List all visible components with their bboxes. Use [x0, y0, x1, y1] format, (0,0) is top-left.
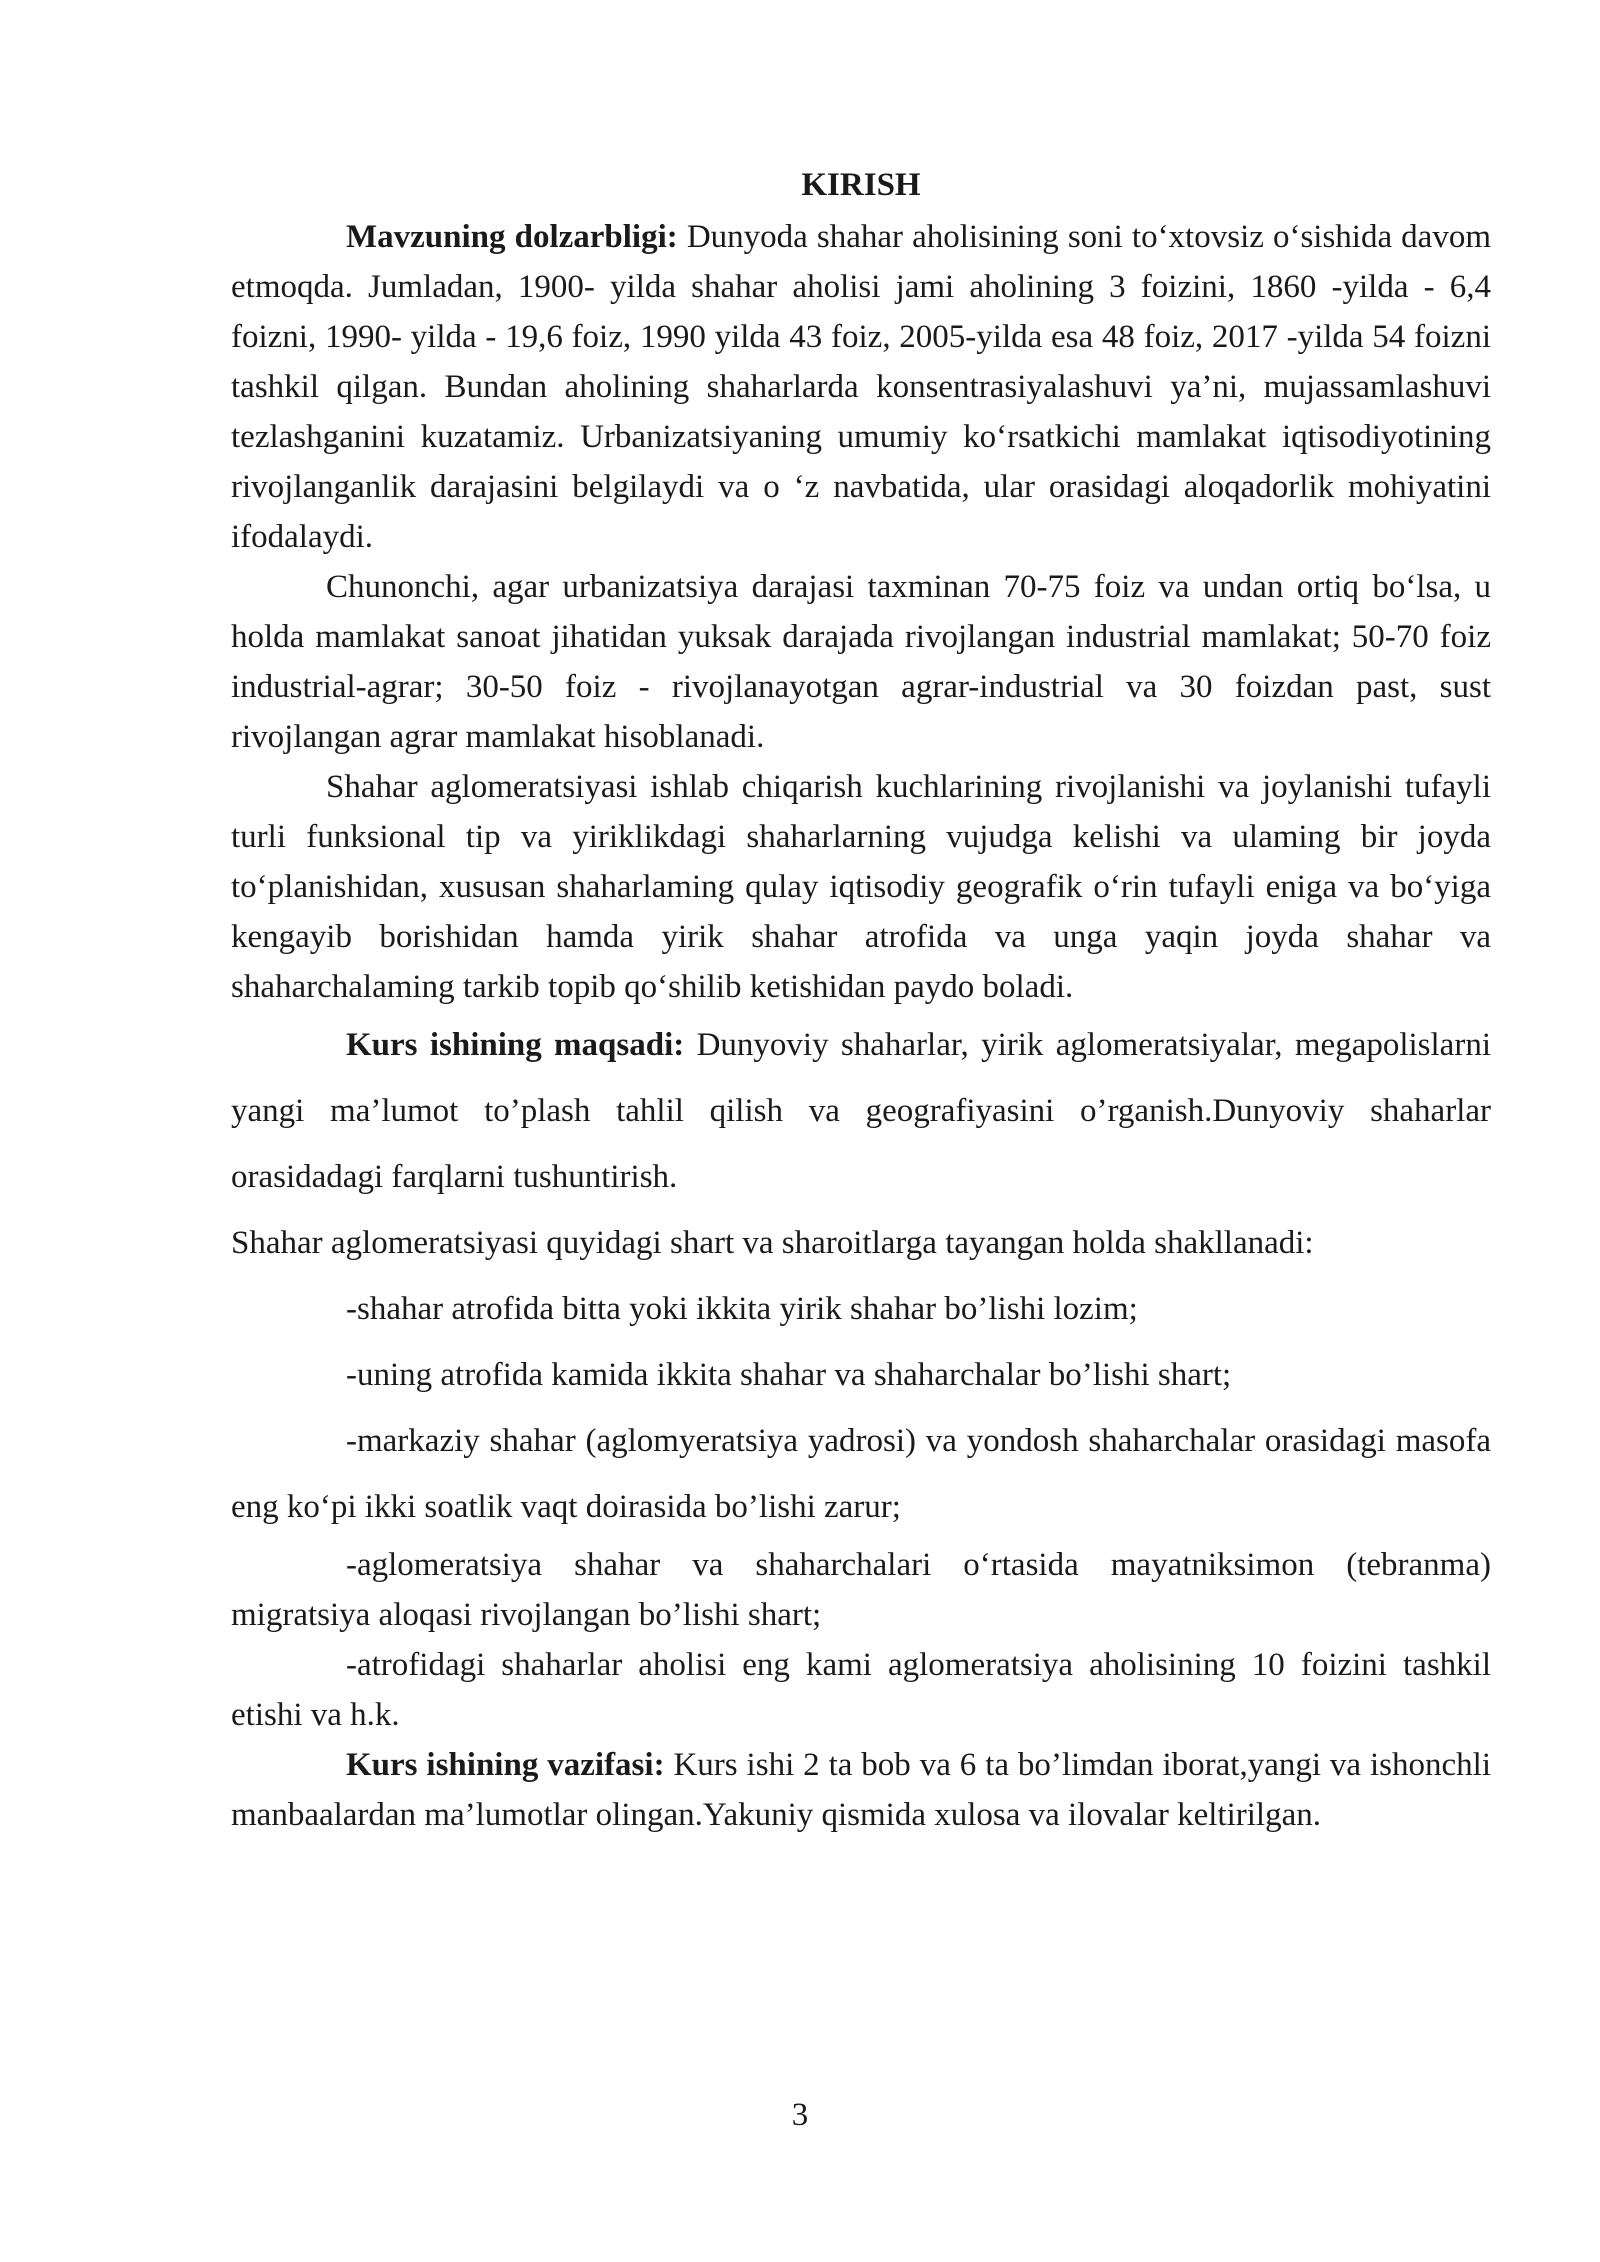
paragraph-goal: [231, 1012, 1491, 1210]
tasks-text: Kurs ishi 2 ta bob va 6 ta bo’limdan iborat,yangi va ishonchli manbaalardan ma’lumotlar olingan.Yakuniy qismida xulosa va ilovalar keltirilgan.: [231, 1747, 1491, 1833]
goal-text: Dunyoviy shaharlar, yirik aglomeratsiyalar, megapolislarni yangi ma’lumot to’plash tahlil qilish va geografiyasini o’rganish.Dunyoviy shaharlar orasidadagi farqlarni tushuntirish.: [231, 1027, 1491, 1195]
paragraph-tasks: [231, 1740, 1491, 1840]
paragraph-urbanization-levels: Chunonchi, agar urbanizatsiya darajasi taxminan 70-75 foiz va undan ortiq bo‘lsa, u holda mamlakat sanoat jihatidan yuksak darajada rivojlangan industrial mamlakat; 50-70 foiz industrial-agrar; 30-50 foiz - rivojlanayotgan agrar-industrial va 30 foizdan past, sust rivojlangan agrar mamlakat hisoblanadi.: [231, 569, 1491, 755]
paragraph-conditions-intro: Shahar aglomeratsiyasi quyidagi shart va sharoitlarga tayangan holda shakllanadi:: [231, 1225, 1314, 1261]
condition-item: -markaziy shahar (aglomyeratsiya yadrosi) va yondosh shaharchalar orasidagi masofa eng ko‘pi ikki soatlik vaqt doirasida bo’lishi zarur;: [231, 1423, 1491, 1525]
paragraph-agglomeration: Shahar aglomeratsiyasi ishlab chiqarish kuchlarining rivojlanishi va joylanishi tufayli turli funksional tip va yiriklikdagi shaharlarning vujudga kelishi va ulaming bir joyda to‘planishidan, xususan shaharlaming qulay iqtisodiy geografik o‘rin tufayli eniga va bo‘yiga kengayib borishidan hamda yirik shahar atrofida va unga yaqin joyda shahar va shaharchalaming tarkib topib qo‘shilib ketishidan paydo boladi.: [231, 769, 1491, 1005]
condition-item: -aglomeratsiya shahar va shaharchalari o‘rtasida mayatniksimon (tebranma) migratsiya aloqasi rivojlangan bo’lishi shart;: [231, 1547, 1491, 1633]
relevance-heading: Mavzuning dolzarbligi:: [346, 219, 678, 255]
document-page: [231, 160, 1491, 1840]
condition-item: -uning atrofida kamida ikkita shahar va shaharchalar bo’lishi shart;: [346, 1357, 1232, 1393]
paragraph-relevance: [231, 212, 1491, 562]
page-title: KIRISH: [801, 167, 921, 203]
goal-heading: Kurs ishining maqsadi:: [346, 1027, 685, 1063]
condition-item: -atrofidagi shaharlar aholisi eng kami aglomeratsiya aholisining 10 foizini tashkil etishi va h.k.: [231, 1647, 1491, 1733]
page-number: 3: [791, 2097, 809, 2133]
condition-item: -shahar atrofida bitta yoki ikkita yirik shahar bo’lishi lozim;: [346, 1291, 1138, 1327]
relevance-text: Dunyoda shahar aholisining soni to‘xtovsiz o‘sishida davom etmoqda. Jumladan, 1900- yilda shahar aholisi jami aholining 3 foizini, 1860 -yilda - 6,4 foizni, 1990- yilda - 19,6 foiz, 1990 yilda 43 foiz, 2005-yilda esa 48 foiz, 2017 -yilda 54 foizni tashkil qilgan. Bundan aholining shaharlarda konsentrasiyalashuvi ya’ni, mujassamlashuvi tezlashganini kuzatamiz. Urbanizatsiyaning umumiy ko‘rsatkichi mamlakat iqtisodiyotining rivojlanganlik darajasini belgilaydi va o ‘z navbatida, ular orasidagi aloqadorlik mohiyatini ifodalaydi.: [231, 219, 1491, 555]
tasks-heading: Kurs ishining vazifasi:: [346, 1747, 665, 1783]
